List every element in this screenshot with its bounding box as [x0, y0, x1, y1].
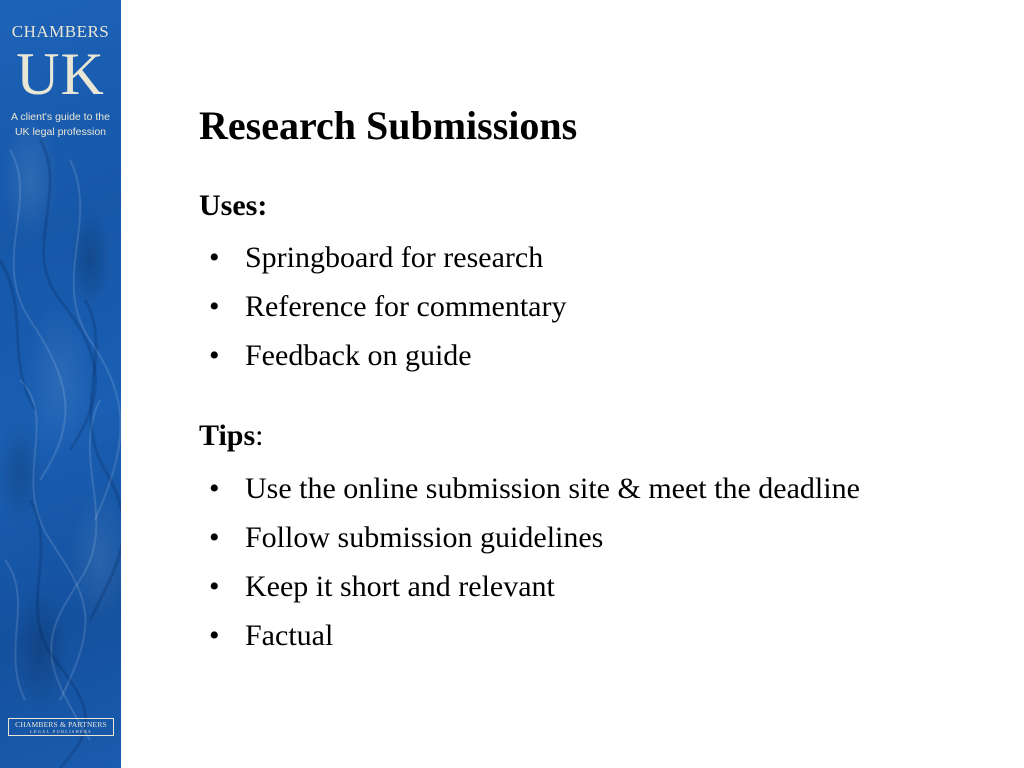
bullet-icon: • [209, 521, 220, 554]
brand-chambers-text: CHAMBERS [11, 22, 110, 41]
list-item-text: Keep it short and relevant [245, 570, 555, 603]
list-item-text: Springboard for research [245, 241, 544, 274]
list-item-text: Feedback on guide [245, 339, 472, 372]
tagline-line-2: UK legal profession [14, 126, 107, 138]
tips-heading [199, 416, 264, 456]
bullet-icon: • [209, 570, 220, 603]
list-item-text: Follow submission guidelines [245, 521, 604, 554]
list-item [199, 331, 567, 380]
bullet-icon: • [209, 290, 220, 323]
list-item [199, 233, 567, 282]
uses-heading [199, 186, 267, 226]
uses-list [199, 233, 567, 380]
chambers-partners-logo [8, 718, 114, 736]
list-item [199, 611, 860, 660]
list-item [199, 464, 860, 513]
uses-heading-text: Uses: [199, 189, 268, 222]
brand-uk-text: UK [16, 41, 105, 107]
tips-heading-colon: : [255, 419, 264, 452]
tagline-line-1: A client's guide to the [11, 111, 110, 123]
brand-tagline [0, 110, 121, 140]
bullet-icon: • [209, 241, 220, 274]
list-item-text: Factual [245, 619, 334, 652]
list-item [199, 562, 860, 611]
list-item [199, 513, 860, 562]
tips-heading-text: Tips [199, 419, 256, 452]
list-item-text: Reference for commentary [245, 290, 567, 323]
slide-title: Research Submissions [199, 103, 578, 148]
footer-logo-main-text: CHAMBERS & PARTNERS [15, 720, 107, 729]
bullet-icon: • [209, 619, 220, 652]
brand-sidebar [0, 0, 121, 768]
tips-list [199, 464, 860, 660]
bullet-icon: • [209, 339, 220, 372]
footer-logo-sub-text: LEGAL PUBLISHERS [30, 729, 92, 734]
list-item [199, 282, 567, 331]
bullet-icon: • [209, 472, 220, 505]
list-item-text: Use the online submission site & meet the deadline [245, 472, 860, 505]
